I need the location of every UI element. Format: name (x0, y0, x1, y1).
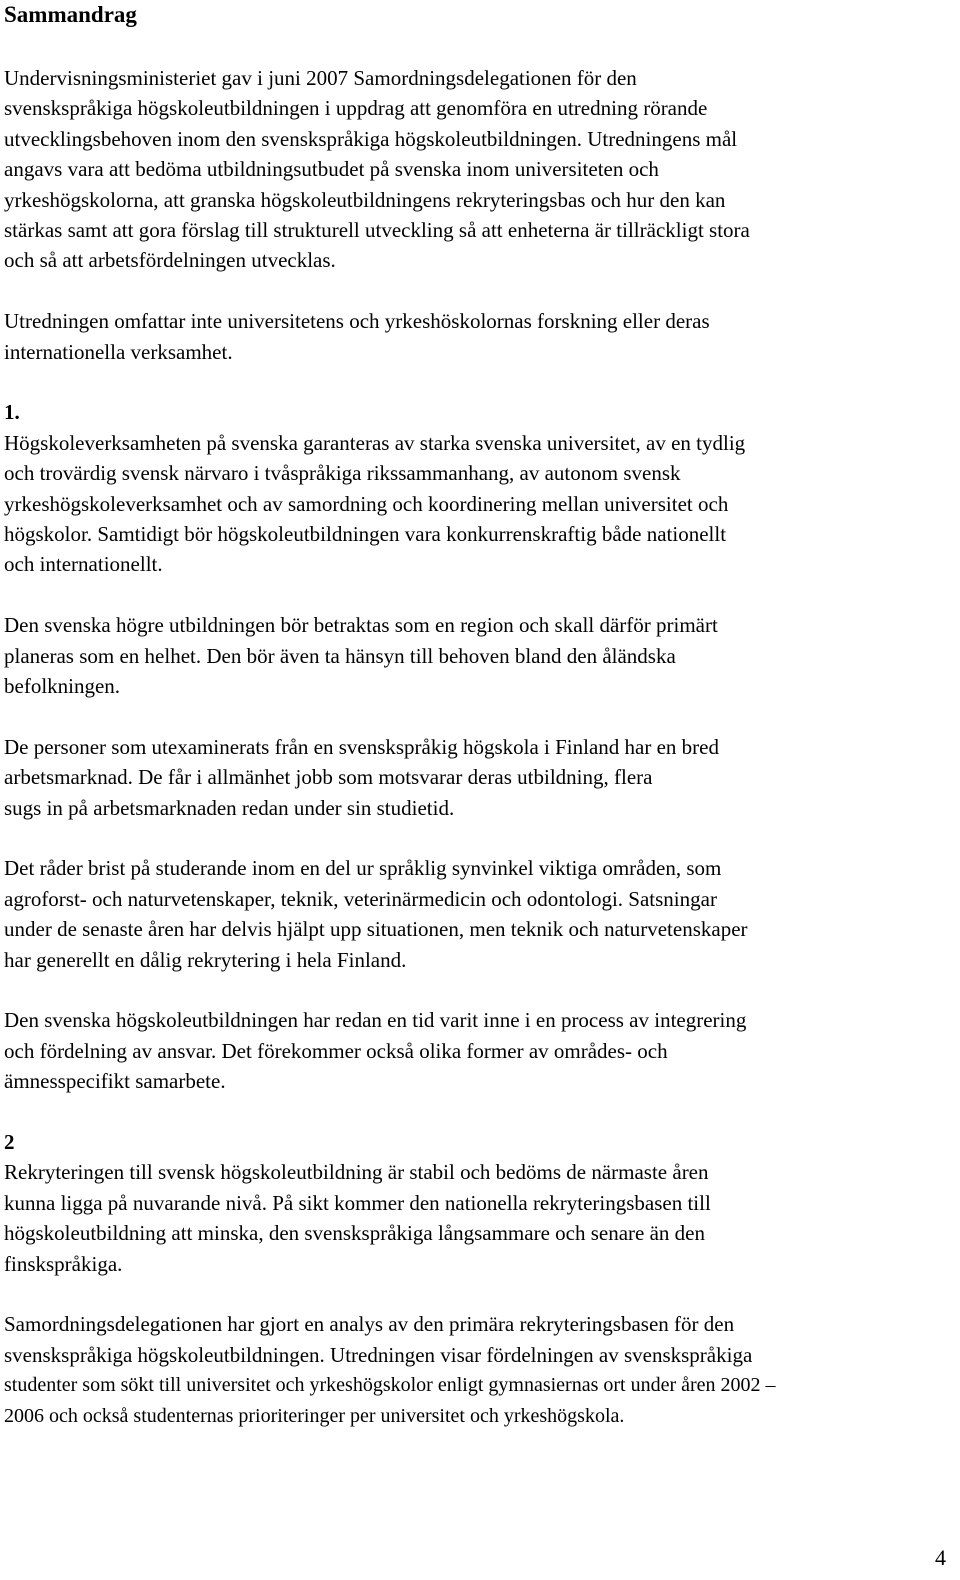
paragraph-line: och trovärdig svensk närvaro i tvåspråkiga rikssammanhang, av autonom svensk (4, 461, 681, 486)
paragraph-line: studenter som sökt till universitet och yrkeshögskolor enligt gymnasiernas ort under åren 2002 – (4, 1374, 776, 1397)
paragraph-line: svenskspråkiga högskoleutbildningen i uppdrag att genomföra en utredning rörande (4, 96, 708, 121)
paragraph-line: Samordningsdelegationen har gjort en analys av den primära rekryteringsbasen för den (4, 1312, 735, 1337)
paragraph-line: befolkningen. (4, 674, 121, 698)
paragraph-line: De personer som utexaminerats från en svenskspråkig högskola i Finland har en bred (4, 734, 719, 759)
paragraph-line: ämnesspecifikt samarbete. (4, 1069, 226, 1094)
paragraph-line: yrkeshögskolorna, att granska högskoleutbildningens rekryteringsbas och hur den kan (4, 187, 726, 212)
page-heading: Sammandrag (4, 2, 137, 27)
paragraph-line: och internationellt. (4, 552, 163, 577)
paragraph-line: Högskoleverksamheten på svenska garanteras av starka svenska universitet, av en tydlig (4, 430, 746, 455)
paragraph-line: internationella verksamhet. (4, 339, 233, 364)
section-number: 2 (4, 1130, 15, 1154)
paragraph-line: utvecklingsbehoven inom den svenskspråkiga högskoleutbildningen. Utredningens mål (4, 126, 738, 151)
paragraph-line: 2006 och också studenternas prioriteringer per universitet och yrkeshögskola. (4, 1404, 625, 1427)
paragraph-line: Utredningen omfattar inte universitetens och yrkeshöskolornas forskning eller deras (4, 309, 710, 334)
paragraph-line: Den svenska högskoleutbildningen har redan en tid varit inne i en process av integrering (4, 1008, 747, 1033)
section-number: 1. (4, 400, 20, 425)
paragraph-line: planeras som en helhet. Den bör även ta hänsyn till behoven bland den åländska (4, 643, 676, 668)
paragraph-line: angavs vara att bedöma utbildningsutbudet på svenska inom universiteten och (4, 157, 659, 182)
paragraph-line: stärkas samt att gora förslag till strukturell utveckling så att enheterna är tillräckligt stora (4, 218, 750, 242)
paragraph-line: yrkeshögskoleverksamhet och av samordning och koordinering mellan universitet och (4, 491, 729, 516)
paragraph-line: sugs in på arbetsmarknaden redan under sin studietid. (4, 795, 455, 820)
paragraph-line: och så att arbetsfördelningen utvecklas. (4, 248, 336, 273)
paragraph-line: Rekryteringen till svensk högskoleutbildning är stabil och bedöms de närmaste åren (4, 1160, 709, 1185)
paragraph-line: kunna ligga på nuvarande nivå. På sikt kommer den nationella rekryteringsbasen till (4, 1190, 711, 1215)
paragraph-line: under de senaste åren har delvis hjälpt upp situationen, men teknik och naturvetenskaper (4, 917, 748, 942)
paragraph-line: finskspråkiga. (4, 1251, 123, 1276)
paragraph-line: och fördelning av ansvar. Det förekommer också olika former av områdes- och (4, 1038, 668, 1063)
paragraph-line: agroforst- och naturvetenskaper, teknik, veterinärmedicin och odontologi. Satsningar (4, 886, 717, 911)
paragraph-line: Den svenska högre utbildningen bör betraktas som en region och skall därför primärt (4, 613, 718, 638)
page-number: 4 (935, 1545, 946, 1570)
paragraph-line: arbetsmarknad. De får i allmänhet jobb som motsvarar deras utbildning, flera (4, 765, 653, 790)
paragraph-line: Det råder brist på studerande inom en del ur språklig synvinkel viktiga områden, som (4, 856, 722, 881)
paragraph-line: Undervisningsministeriet gav i juni 2007 Samordningsdelegationen för den (4, 66, 637, 90)
paragraph-line: högskoleutbildning att minska, den svenskspråkiga långsammare och senare än den (4, 1221, 705, 1246)
paragraph-line: har generellt en dålig rekrytering i hela Finland. (4, 947, 407, 972)
paragraph-line: svenskspråkiga högskoleutbildningen. Utredningen visar fördelningen av svenskspråkiga (4, 1342, 753, 1367)
paragraph-line: högskolor. Samtidigt bör högskoleutbildningen vara konkurrenskraftig både nationellt (4, 522, 727, 546)
